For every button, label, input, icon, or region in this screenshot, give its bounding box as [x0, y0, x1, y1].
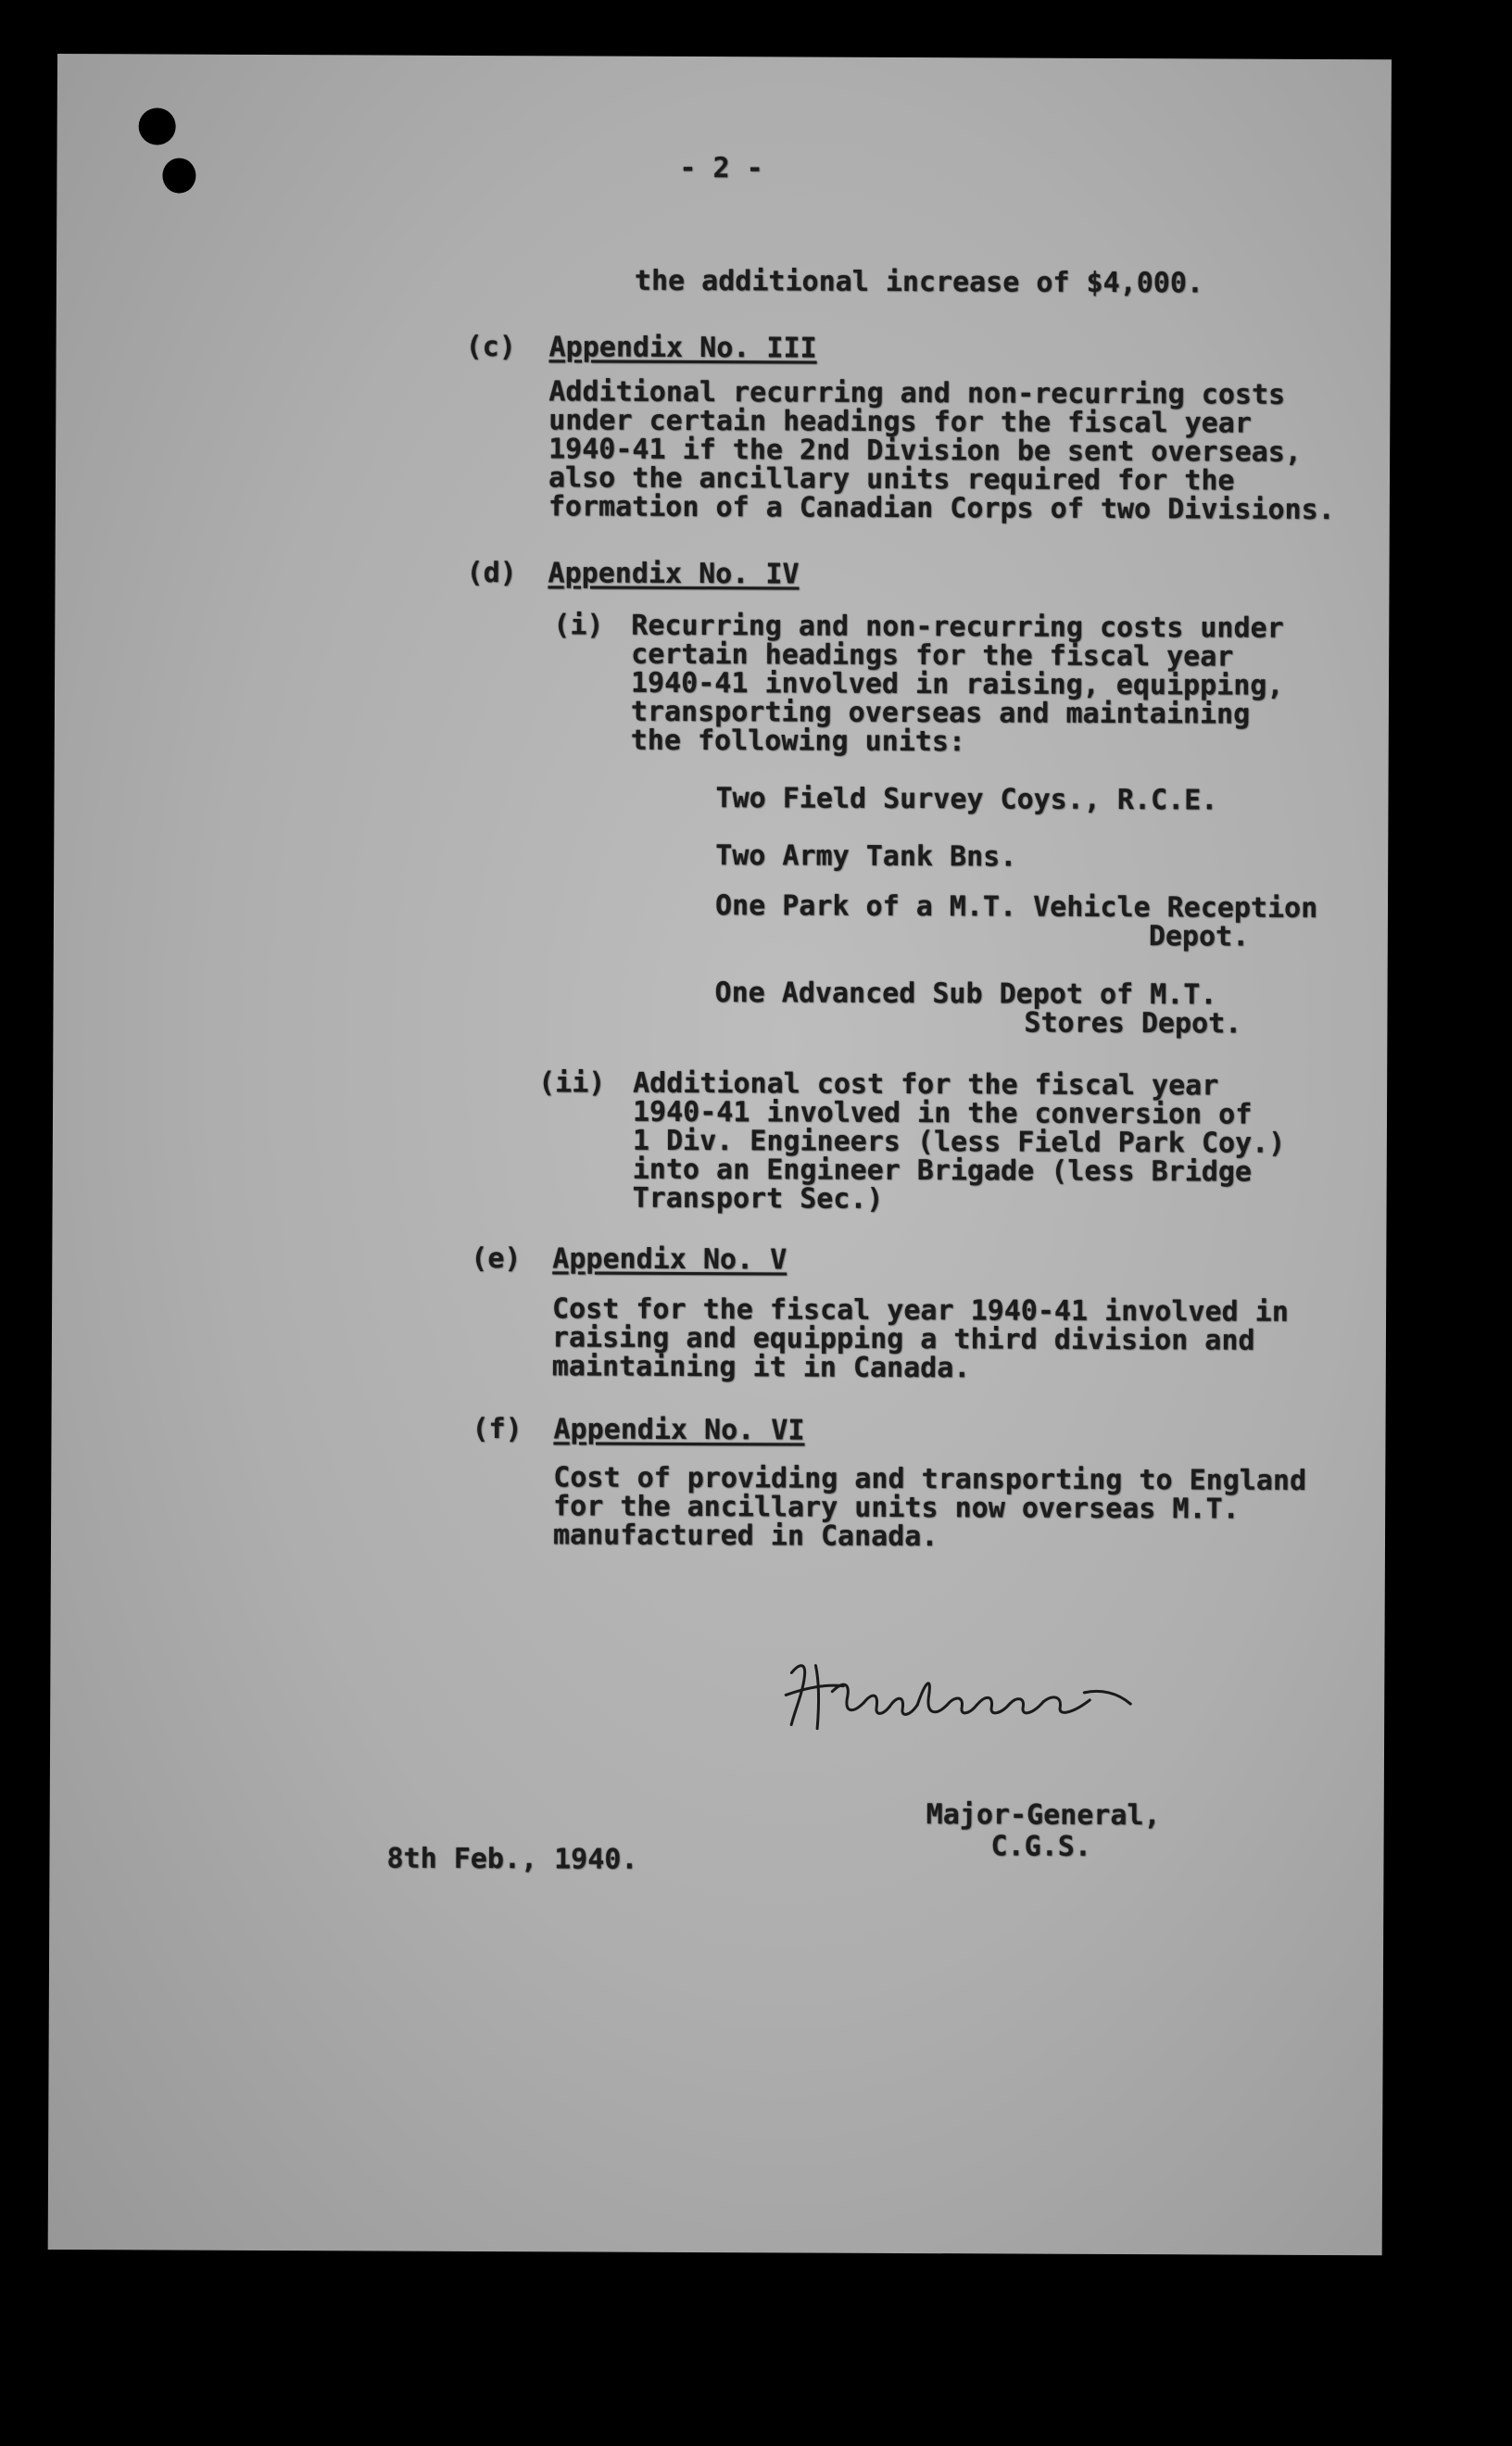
- item-i-line: transporting overseas and maintaining: [630, 695, 1251, 731]
- section-e-heading: Appendix No. V: [552, 1242, 788, 1277]
- item-i-line: Recurring and non-recurring costs under: [631, 609, 1284, 645]
- section-f-label: (f): [472, 1412, 523, 1446]
- unit-line-continued: Stores Depot.: [1024, 1006, 1242, 1040]
- item-i-label: (i): [553, 609, 604, 642]
- section-f-line: for the ancillary units now overseas M.T.: [553, 1490, 1240, 1526]
- unit-line: One Advanced Sub Depot of M.T.: [714, 977, 1217, 1012]
- item-i-line: the following units:: [630, 724, 966, 759]
- item-i-line: certain headings for the fiscal year: [631, 637, 1234, 674]
- punch-hole-top: [139, 107, 176, 145]
- section-f-heading: Appendix No. VI: [553, 1413, 805, 1447]
- handwritten-signature: [778, 1645, 1167, 1748]
- item-ii-line: Additional cost for the fiscal year: [633, 1066, 1219, 1103]
- unit-line-continued: Depot.: [1148, 920, 1250, 953]
- document-page: [48, 54, 1392, 2255]
- item-ii-line: 1 Div. Engineers (less Field Park Coy.): [632, 1124, 1286, 1160]
- intro-line: the additional increase of $4,000.: [634, 264, 1204, 300]
- section-e-line: raising and equipping a third division and: [551, 1321, 1255, 1357]
- section-c-line: 1940-41 if the 2nd Division be sent overseas,: [548, 433, 1302, 469]
- item-i-line: 1940-41 involved in raising, equipping,: [630, 666, 1284, 702]
- section-c-label: (c): [465, 330, 516, 364]
- section-e-line: maintaining it in Canada.: [551, 1350, 971, 1385]
- document-date: 8th Feb., 1940.: [386, 1842, 638, 1876]
- signatory-office: C.G.S.: [990, 1830, 1092, 1863]
- section-c-line: under certain headings for the fiscal year: [548, 404, 1252, 440]
- section-d-label: (d): [466, 556, 517, 590]
- item-ii-line: into an Engineer Brigade (less Bridge: [632, 1153, 1253, 1189]
- section-c-heading: Appendix No. III: [548, 331, 817, 365]
- section-f-line: manufactured in Canada.: [552, 1519, 939, 1554]
- unit-line: Two Field Survey Coys., R.C.E.: [715, 782, 1218, 817]
- section-e-line: Cost for the fiscal year 1940-41 involved in: [552, 1292, 1289, 1329]
- section-e-label: (e): [471, 1242, 522, 1276]
- section-c-line: Additional recurring and non-recurring costs: [548, 375, 1286, 411]
- punch-hole-lower: [162, 158, 195, 193]
- item-ii-line: Transport Sec.): [632, 1181, 884, 1216]
- section-c-line: formation of a Canadian Corps of two Divisions.: [548, 490, 1335, 527]
- section-d-heading: Appendix No. IV: [548, 557, 800, 591]
- item-ii-label: (ii): [538, 1066, 606, 1100]
- unit-line: Two Army Tank Bns.: [715, 839, 1017, 874]
- section-f-line: Cost of providing and transporting to England: [553, 1461, 1307, 1497]
- section-c-line: also the ancillary units required for the: [548, 461, 1235, 498]
- page-number: - 2 -: [679, 151, 763, 185]
- signatory-title: Major-General,: [926, 1798, 1161, 1833]
- unit-line: One Park of a M.T. Vehicle Reception: [714, 889, 1318, 925]
- item-ii-line: 1940-41 involved in the conversion of: [632, 1095, 1253, 1131]
